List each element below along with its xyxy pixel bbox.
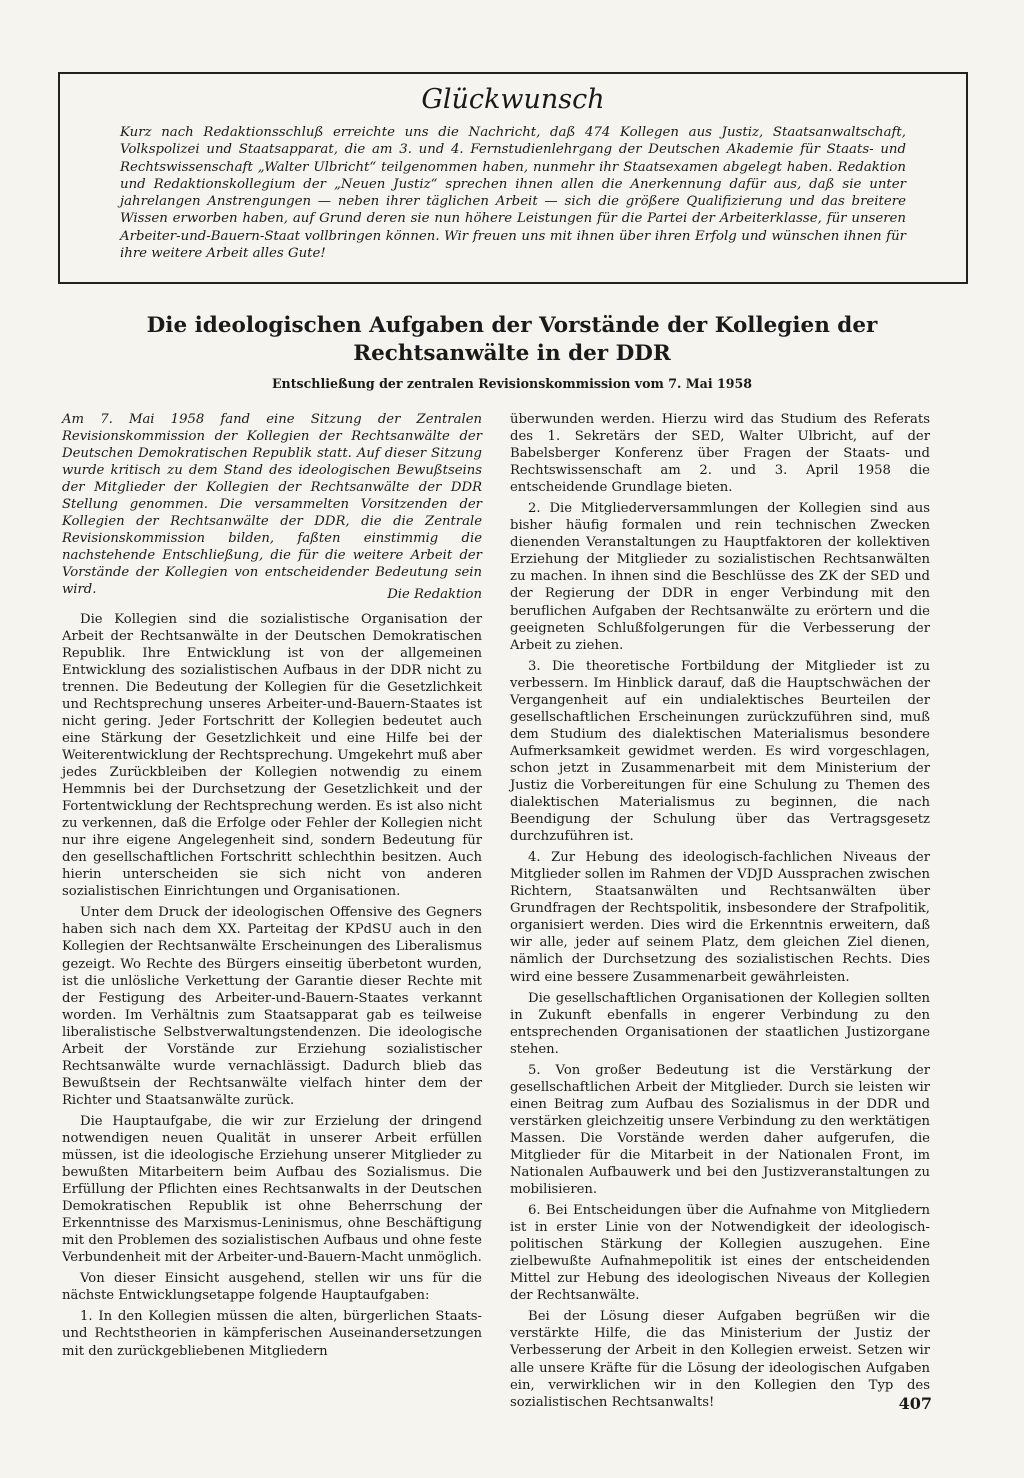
paragraph: 5. Von großer Bedeutung ist die Verstärkung der gesellschaftlichen Arbeit der Mitglieder. Durch sie leisten wir einen Beitrag zum Aufbau des Sozialismus in der DDR und verstärken gleichzeitig unsere Verbindung zu den werktätigen Massen. Die Vorstände werden daher aufgerufen, die Mitglieder für die Mitarbeit in der Nationalen Front, im Nationalen Aufbauwerk und bei den Justizveranstaltungen zu mobilisieren.	[510, 1062, 930, 1198]
paragraph: 6. Bei Entscheidungen über die Aufnahme von Mitgliedern ist in erster Linie von der Notwendigkeit der ideologisch-politischen Stärkung der Kollegien auszugehen. Eine zielbewußte Aufnahmepolitik ist eines der entscheidenden Mittel zur Hebung des ideologischen Niveaus der Kollegien der Rechtsanwälte.	[510, 1203, 930, 1304]
article-title: Die ideologischen Aufgaben der Vorstände der Kollegien der Rechtsanwälte in der DDR	[146, 313, 878, 366]
paragraph: Die Kollegien sind die sozialistische Organisation der Arbeit der Rechtsanwälte in der Deutschen Demokratischen Republik. Ihre Entwicklung ist von der allgemeinen Entwicklung des sozialistischen Aufbaus in der DDR nicht zu trennen. Die Bedeutung der Kollegien für die Gesetzlichkeit und Rechtsprechung unseres Arbeiter-und-Bauern-Staates ist nicht gering. Jeder Fortschritt der Kollegien bedeutet auch eine Stärkung der Gesetzlichkeit und eine Hilfe bei der Weiterentwicklung der Rechtsprechung. Umgekehrt muß aber jedes Zurückbleiben der Kollegien notwendig zu einem Hemmnis bei der Durchsetzung der Gesetzlichkeit und der Fortentwicklung der Rechtsprechung werden. Es ist also nicht zu verkennen, daß die Erfolge oder Fehler der Kollegien nicht nur ihre eigene Angelegenheit sind, sondern Bedeutung für den gesellschaftlichen Fortschritt schlechthin besitzen. Auch hierin unterscheiden sie sich nicht von anderen sozialistischen Einrichtungen und Organisationen.	[62, 611, 482, 900]
editor-signature: Die Redaktion	[387, 586, 482, 602]
paragraph: Die gesellschaftlichen Organisationen der Kollegien sollten in Zukunft ebenfalls in engerer Verbindung zu den entsprechenden Organisationen der staatlichen Justizorgane stehen.	[510, 990, 930, 1057]
paragraph: 3. Die theoretische Fortbildung der Mitglieder ist zu verbessern. Im Hinblick darauf, daß die Hauptschwächen der Vergangenheit auf ein undialektisches Beurteilen der gesellschaftlichen Erscheinungen zurückzuführen sind, muß dem Studium des dialektischen Materialismus besondere Aufmerksamkeit gewidmet werden. Es wird vorgeschlagen, schon jetzt in Zusammenarbeit mit dem Ministerium der Justiz die Vorbereitungen für eine Schulung zu Themen des dialektischen Materialismus zu beginnen, die nach Beendigung der Schulung über das Vertragsgesetz durchzuführen ist.	[510, 658, 930, 845]
paragraph: Unter dem Druck der ideologischen Offensive des Gegners haben sich nach dem XX. Parteitag der KPdSU auch in den Kollegien der Rechtsanwälte Erscheinungen des Liberalismus gezeigt. Wo Rechte des Bürgers einseitig überbetont wurden, ist die unlösliche Verkettung der Garantie dieser Rechte mit der Festigung des Arbeiter-und-Bauern-Staates verkannt worden. Im Verhältnis zum Staatsapparat gab es teilweise liberalistische Selbstverwaltungstendenzen. Die ideologische Arbeit der Vorstände zur Erziehung sozialistischer Rechtsanwälte wurde vernachlässigt. Dadurch blieb das Bewußtsein der Rechtsanwälte vielfach hinter dem der Richter und Staatsanwälte zurück.	[62, 905, 482, 1108]
page-number: 407	[898, 1394, 932, 1413]
paragraph: Bei der Lösung dieser Aufgaben begrüßen wir die verstärkte Hilfe, die das Ministerium der Justiz der Verbesserung der Arbeit in den Kollegien erweist. Setzen wir alle unsere Kräfte für die Lösung der ideologischen Aufgaben ein, verwirklichen wir in den Kollegien den Typ des sozialistischen Rechtsanwalts!	[510, 1309, 930, 1410]
paragraph: überwunden werden. Hierzu wird das Studium des Referats des 1. Sekretärs der SED, Walter Ulbricht, auf der Babelsberger Konferenz über Fragen der Staats- und Rechtswissenschaft am 2. und 3. April 1958 die entscheidende Grundlage bieten.	[510, 412, 930, 496]
paragraph: 4. Zur Hebung des ideologisch-fachlichen Niveaus der Mitglieder sollen im Rahmen der VDJD Aussprachen zwischen Richtern, Staatsanwälten und Rechtsanwälten über Grundfragen der Rechtspolitik, insbesondere der Strafpolitik, organisiert werden. Dies wird die Erkenntnis erweitern, daß wir alle, jeder auf seinem Platz, dem gleichen Ziel dienen, nämlich der Durchsetzung des sozialistischen Rechts. Dies wird eine bessere Zusammenarbeit gewährleisten.	[510, 850, 930, 985]
congratulation-title: Glückwunsch	[421, 84, 605, 115]
paragraph: 1. In den Kollegien müssen die alten, bürgerlichen Staats- und Rechtstheorien in kämpferischen Auseinandersetzungen mit den zurückgebliebenen Mitgliedern	[62, 1309, 482, 1359]
article-subtitle: Entschließung der zentralen Revisionskommission vom 7. Mai 1958	[271, 376, 753, 391]
paragraph: Die Hauptaufgabe, die wir zur Erzielung der dringend notwendigen neuen Qualität in unserer Arbeit erfüllen müssen, ist die ideologische Erziehung unserer Mitglieder zu bewußten Mitarbeitern beim Aufbau des Sozialismus. Die Erfüllung der Pflichten eines Rechtsanwalts in der Deutschen Demokratischen Republik ist ohne Beherrschung der Erkenntnisse des Marxismus-Leninismus, ohne Beschäftigung mit den Problemen des sozialistischen Aufbaus und ohne feste Verbundenheit mit der Arbeiter-und-Bauern-Macht unmöglich.	[62, 1113, 482, 1266]
paragraph: 2. Die Mitgliederversammlungen der Kollegien sind aus bisher häufig formalen und rein technischen Zwecken dienenden Veranstaltungen zu Hauptfaktoren der kollektiven Erziehung der Mitglieder zu sozialistischen Rechtsanwälten zu machen. In ihnen sind die Beschlüsse des ZK der SED und der Regierung der DDR in enger Verbindung mit den beruflichen Aufgaben der Rechtsanwälte zu erörtern und die geeigneten Schlußfolgerungen für die Verbesserung der Arbeit zu ziehen.	[510, 501, 930, 653]
right-column	[510, 411, 930, 1415]
paragraph: Von dieser Einsicht ausgehend, stellen wir uns für die nächste Entwicklungsetappe folgende Hauptaufgaben:	[62, 1271, 482, 1304]
congratulation-text: Kurz nach Redaktionsschluß erreichte uns die Nachricht, daß 474 Kollegen aus Justiz, Staatsanwaltschaft, Volkspolizei und Staatsapparat, die am 3. und 4. Fernstudienlehrgang der Deutschen Akademie für Staats- und Rechtswissenschaft „Walter Ulbricht“ teilgenommen haben, nunmehr ihr Staatsexamen abgelegt haben. Redaktion und Redaktionskollegium der „Neuen Justiz“ sprechen ihnen allen die Anerkennung dafür aus, daß sie unter jahrelangen Anstrengungen — neben ihrer täglichen Arbeit — sich die größere Qualifizierung und das breitere Wissen erworben haben, auf Grund deren sie nun höhere Leistungen für die Partei der Arbeiterklasse, für unseren Arbeiter-und-Bauern-Staat vollbringen können. Wir freuen uns mit ihnen über ihren Erfolg und wünschen ihnen für ihre weitere Arbeit alles Gute!	[120, 125, 906, 262]
congratulation-box	[58, 72, 968, 284]
intro-paragraph: Am 7. Mai 1958 fand eine Sitzung der Zentralen Revisionskommission der Kollegien der Rechtsanwälte der Deutschen Demokratischen Republik statt. Auf dieser Sitzung wurde kritisch zu dem Stand des ideologischen Bewußtseins der Mitglieder der Kollegien der Rechtsanwälte der DDR Stellung genommen. Die versammelten Vorsitzenden der Kollegien der Rechtsanwälte der DDR, die die Zentrale Revisionskommission bilden, faßten einstimmig die nachstehende Entschließung, die für die weitere Arbeit der Vorstände der Kollegien von entscheidender Bedeutung sein wird.	[62, 412, 482, 598]
left-column	[62, 411, 482, 1364]
